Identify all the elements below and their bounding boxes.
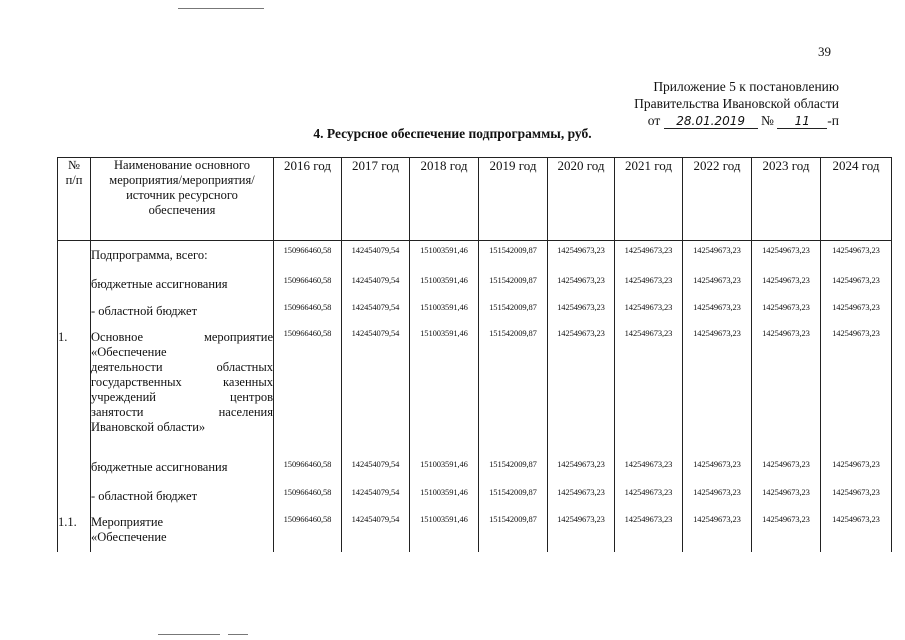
header-num: № п/п: [58, 158, 91, 241]
value-cell: 150966460,58: [274, 483, 342, 510]
value-cell: 151542009,87: [479, 325, 548, 455]
table-row: [58, 241, 892, 271]
value-cell: 142549673,23: [752, 271, 821, 299]
value-cell: 142549673,23: [548, 271, 615, 299]
value-cell: 150966460,58: [274, 510, 342, 552]
value-cell: 150966460,58: [274, 241, 342, 271]
value-cell: 142549673,23: [615, 483, 683, 510]
value-cell: 142549673,23: [752, 299, 821, 325]
value-cell: 142549673,23: [615, 455, 683, 483]
value-cell: 142549673,23: [752, 510, 821, 552]
value-cell: 150966460,58: [274, 299, 342, 325]
value-cell: 142549673,23: [683, 271, 752, 299]
value-cell: 151542009,87: [479, 455, 548, 483]
value-cell: 142549673,23: [548, 483, 615, 510]
table-row: [58, 299, 892, 325]
value-cell: 142549673,23: [683, 241, 752, 271]
value-cell: 151003591,46: [410, 271, 479, 299]
value-cell: 142549673,23: [821, 325, 892, 455]
value-cell: 151542009,87: [479, 241, 548, 271]
value-cell: 142549673,23: [683, 483, 752, 510]
value-cell: 142454079,54: [342, 483, 410, 510]
value-cell: 151003591,46: [410, 483, 479, 510]
row-name: - областной бюджет: [91, 299, 274, 325]
header-name: Наименование основного мероприятия/мероприятия/ источник ресурсного обеспечения: [91, 158, 274, 241]
value-cell: 142549673,23: [821, 510, 892, 552]
row-name: Мероприятие «Обеспечение: [91, 510, 274, 552]
value-cell: 142549673,23: [752, 483, 821, 510]
value-cell: 142549673,23: [548, 325, 615, 455]
row-number: [58, 455, 91, 483]
value-cell: 142549673,23: [548, 299, 615, 325]
decree-number-label: №: [761, 113, 774, 128]
document-title: 4. Ресурсное обеспечение подпрограммы, руб.: [313, 126, 592, 141]
value-cell: 142549673,23: [548, 455, 615, 483]
value-cell: 142454079,54: [342, 241, 410, 271]
row-number: [58, 241, 91, 271]
appendix-line-2: Правительства Ивановской области: [634, 96, 839, 111]
value-cell: 142549673,23: [821, 271, 892, 299]
table-row: [58, 325, 892, 455]
row-name: - областной бюджет: [91, 483, 274, 510]
value-cell: 142549673,23: [548, 241, 615, 271]
value-cell: 151542009,87: [479, 299, 548, 325]
header-year: 2020 год: [548, 158, 615, 241]
value-cell: 151542009,87: [479, 271, 548, 299]
value-cell: 142549673,23: [752, 455, 821, 483]
value-cell: 142454079,54: [342, 299, 410, 325]
row-number: 1.1.: [58, 510, 91, 552]
table-row: [58, 455, 892, 483]
value-cell: 142549673,23: [752, 241, 821, 271]
page-number: 39: [818, 44, 831, 59]
table-row: [58, 483, 892, 510]
value-cell: 142549673,23: [548, 510, 615, 552]
value-cell: 151003591,46: [410, 455, 479, 483]
table-header-row: [58, 158, 892, 241]
scan-artifact-top: [178, 8, 264, 9]
table-row: [58, 510, 892, 552]
row-name: Подпрограмма, всего:: [91, 241, 274, 271]
value-cell: 142549673,23: [615, 510, 683, 552]
row-name: бюджетные ассигнования: [91, 271, 274, 299]
table-row: [58, 271, 892, 299]
header-year: 2019 год: [479, 158, 548, 241]
value-cell: 142549673,23: [683, 510, 752, 552]
header-year: 2018 год: [410, 158, 479, 241]
value-cell: 150966460,58: [274, 325, 342, 455]
value-cell: 142549673,23: [683, 325, 752, 455]
row-number: [58, 299, 91, 325]
value-cell: 151003591,46: [410, 299, 479, 325]
appendix-line-1: Приложение 5 к постановлению: [653, 79, 839, 94]
header-year: 2021 год: [615, 158, 683, 241]
value-cell: 151003591,46: [410, 325, 479, 455]
header-year: 2022 год: [683, 158, 752, 241]
value-cell: 151542009,87: [479, 510, 548, 552]
header-year: 2023 год: [752, 158, 821, 241]
value-cell: 142454079,54: [342, 455, 410, 483]
scan-artifact-bottom-short: [228, 634, 248, 635]
decree-suffix: -п: [827, 113, 839, 128]
value-cell: 142549673,23: [752, 325, 821, 455]
header-year: 2016 год: [274, 158, 342, 241]
value-cell: 142549673,23: [821, 483, 892, 510]
value-cell: 142549673,23: [683, 299, 752, 325]
value-cell: 151542009,87: [479, 483, 548, 510]
row-name: Основное мероприятие «Обеспечение деятельности областных государственных казенных учреждений центров занятости населения Ивановской области»: [91, 325, 274, 455]
scan-artifact-bottom: [158, 634, 220, 635]
value-cell: 142549673,23: [821, 241, 892, 271]
row-number: 1.: [58, 325, 91, 455]
value-cell: 142549673,23: [683, 455, 752, 483]
value-cell: 142549673,23: [821, 455, 892, 483]
row-number: [58, 271, 91, 299]
header-year: 2024 год: [821, 158, 892, 241]
value-cell: 142549673,23: [615, 271, 683, 299]
value-cell: 150966460,58: [274, 271, 342, 299]
value-cell: 142549673,23: [615, 241, 683, 271]
value-cell: 150966460,58: [274, 455, 342, 483]
decree-from-label: от: [647, 113, 661, 128]
value-cell: 142549673,23: [615, 325, 683, 455]
value-cell: 142454079,54: [342, 271, 410, 299]
decree-number: 11: [777, 114, 827, 129]
appendix-header: [634, 78, 839, 129]
value-cell: 142549673,23: [615, 299, 683, 325]
value-cell: 142549673,23: [821, 299, 892, 325]
value-cell: 151003591,46: [410, 510, 479, 552]
value-cell: 142454079,54: [342, 325, 410, 455]
row-number: [58, 483, 91, 510]
decree-date: 28.01.2019: [664, 114, 758, 129]
resource-table: [57, 157, 892, 552]
value-cell: 142454079,54: [342, 510, 410, 552]
row-name: бюджетные ассигнования: [91, 455, 274, 483]
header-year: 2017 год: [342, 158, 410, 241]
value-cell: 151003591,46: [410, 241, 479, 271]
